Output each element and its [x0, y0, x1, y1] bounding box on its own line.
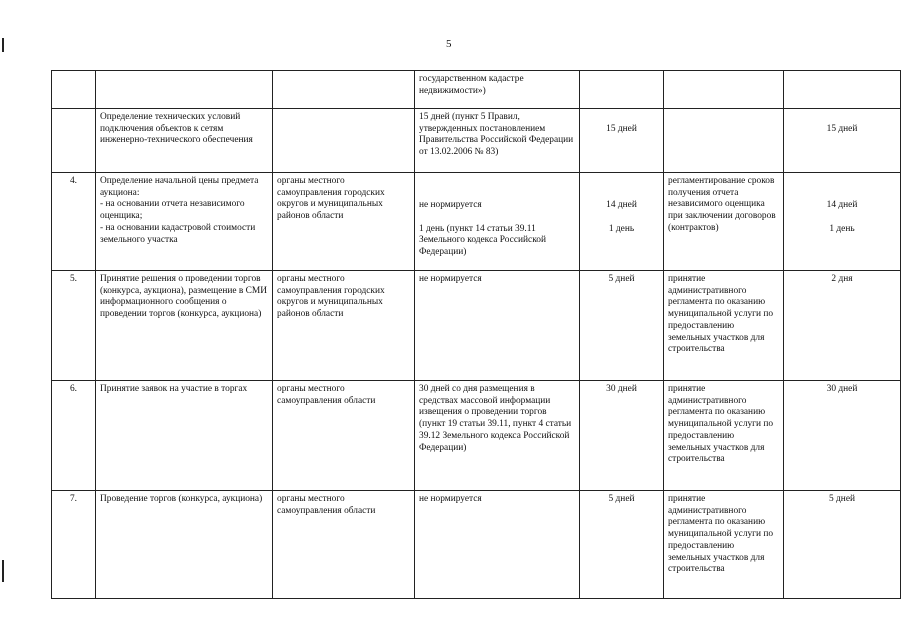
page-number: 5	[446, 38, 452, 50]
responsible-body-cell: органы местного самоуправления области	[273, 491, 415, 599]
measure-cell: принятие административного регламента по оказанию муниципальной услуги по предоставлению земельных участков для строительства	[664, 491, 784, 599]
responsible-body-cell: органы местного самоуправления области	[273, 381, 415, 491]
table-row	[52, 271, 901, 381]
target-duration-first: 14 дней	[826, 200, 858, 210]
target-duration-cell: 5 дней	[784, 491, 901, 599]
measure-cell: принятие административного регламента по оказанию муниципальной услуги по предоставлению земельных участков для строительства	[664, 271, 784, 381]
responsible-body-cell: органы местного самоуправления городских округов и муниципальных районов области	[273, 173, 415, 271]
duration-cell	[580, 109, 664, 173]
action-cell	[96, 71, 273, 109]
legal-basis-first: не нормируется	[419, 200, 482, 210]
target-duration-cell: 30 дней	[784, 381, 901, 491]
target-duration-cell	[784, 173, 901, 271]
duration-cell: 30 дней	[580, 381, 664, 491]
table-row	[52, 491, 901, 599]
row-number	[52, 109, 96, 173]
legal-basis-second: 1 день (пункт 14 статьи 39.11 Земельного кодекса Российской Федерации)	[419, 223, 546, 258]
responsible-body-cell	[273, 109, 415, 173]
action-cell: Принятие решения о проведении торгов (конкурса, аукциона), размещение в СМИ информационного сообщения о проведении торгов (конкурса, аукциона)	[96, 271, 273, 381]
row-number: 4.	[52, 173, 96, 271]
duration-first: 14 дней	[606, 200, 637, 210]
table-row	[52, 173, 901, 271]
measure-cell: принятие административного регламента по оказанию муниципальной услуги по предоставлению земельных участков для строительства	[664, 381, 784, 491]
legal-basis-cell: 15 дней (пункт 5 Правил, утвержденных постановлением Правительства Российской Федерации от 13.02.2006 № 83)	[415, 109, 580, 173]
duration-cell: 5 дней	[580, 271, 664, 381]
legal-basis-cell: не нормируется	[415, 491, 580, 599]
scan-edge-mark-top	[2, 38, 4, 52]
row-number: 5.	[52, 271, 96, 381]
responsible-body-cell	[273, 71, 415, 109]
legal-basis-cell: 30 дней со дня размещения в средствах массовой информации извещения о проведении торгов (пункт 19 статьи 39.11, пункт 4 статьи 39.12 Земельного кодекса Российской Федерации)	[415, 381, 580, 491]
legal-basis-cell: государственном кадастре недвижимости»)	[415, 71, 580, 109]
table-row	[52, 71, 901, 109]
action-cell: Определение технических условий подключения объектов к сетям инженерно-технического обеспечения	[96, 109, 273, 173]
measure-cell	[664, 109, 784, 173]
duration-cell	[580, 71, 664, 109]
target-duration-cell: 2 дня	[784, 271, 901, 381]
action-cell: Определение начальной цены предмета аукциона: - на основании отчета независимого оценщика; - на основании кадастровой стоимости земельного участка	[96, 173, 273, 271]
target-duration-second: 1 день	[829, 223, 855, 234]
action-cell: Проведение торгов (конкурса, аукциона)	[96, 491, 273, 599]
duration-value: 15 дней	[606, 124, 637, 134]
row-number	[52, 71, 96, 109]
measure-cell: регламентирование сроков получения отчета независимого оценщика при заключении договоров (контрактов)	[664, 173, 784, 271]
procedure-table	[51, 70, 901, 599]
row-number: 7.	[52, 491, 96, 599]
measure-cell	[664, 71, 784, 109]
table-row	[52, 109, 901, 173]
table-row	[52, 381, 901, 491]
duration-second: 1 день	[608, 223, 635, 234]
action-cell: Принятие заявок на участие в торгах	[96, 381, 273, 491]
responsible-body-cell: органы местного самоуправления городских округов и муниципальных районов области	[273, 271, 415, 381]
target-duration-cell	[784, 109, 901, 173]
legal-basis-cell	[415, 173, 580, 271]
row-number: 6.	[52, 381, 96, 491]
target-duration-cell	[784, 71, 901, 109]
legal-basis-cell: не нормируется	[415, 271, 580, 381]
scan-edge-mark-bottom	[2, 560, 4, 582]
duration-cell	[580, 173, 664, 271]
duration-cell: 5 дней	[580, 491, 664, 599]
target-duration-value: 15 дней	[826, 124, 858, 134]
